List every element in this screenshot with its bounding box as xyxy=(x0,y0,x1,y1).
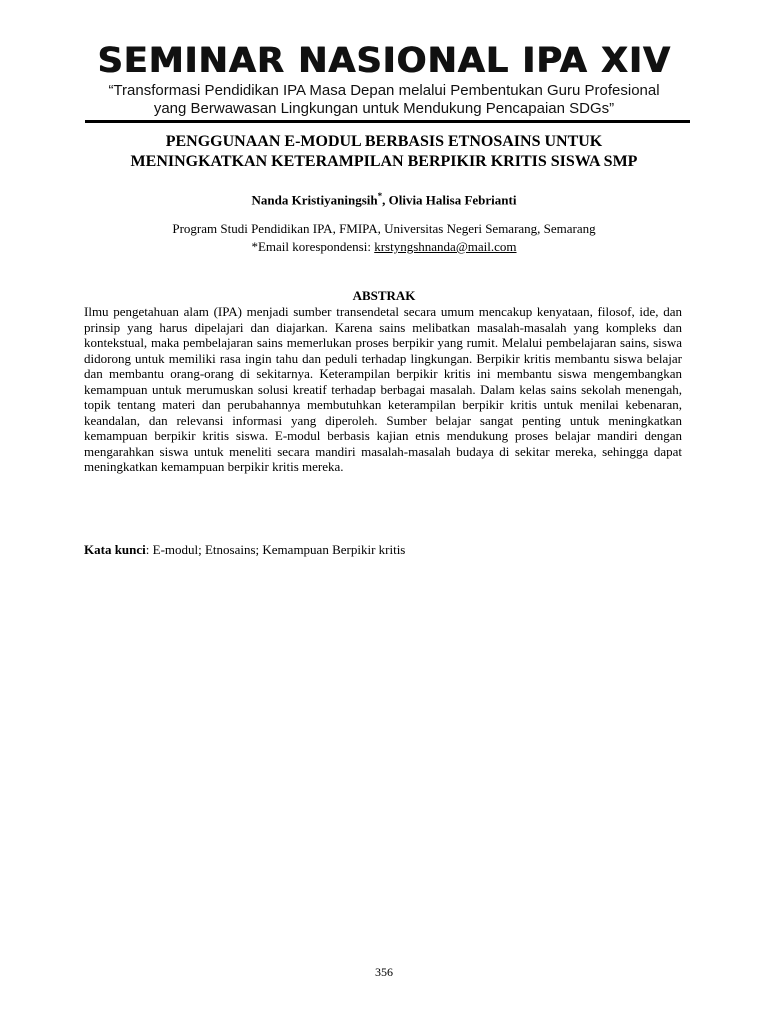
page-number: 356 xyxy=(375,965,393,979)
paper-title-line-2: MENINGKATKAN KETERAMPILAN BERPIKIR KRITIS SISWA SMP xyxy=(130,153,638,170)
author-2: Olivia Halisa Febrianti xyxy=(388,192,517,208)
keywords-text: : E-modul; Etnosains; Kemampuan Berpikir kritis xyxy=(145,542,406,557)
keywords-label: Kata kunci xyxy=(84,542,146,557)
email-label: *Email korespondensi: xyxy=(251,239,375,254)
paper-title xyxy=(60,132,708,172)
seminar-header xyxy=(0,40,768,118)
author-separator: , xyxy=(382,192,389,208)
seminar-theme-line-1: “Transformasi Pendidikan IPA Masa Depan melalui Pembentukan Guru Profesional xyxy=(108,82,660,99)
abstract-body: Ilmu pengetahuan alam (IPA) menjadi sumber transendetal secara umum mencakup kenyataan, filosof, ide, dan prinsip yang harus dipelajari dan diajarkan. Karena sains melibatkan masalah-masalah yang kompleks dan kontekstual, maka pembelajaran sains memerlukan proses berpikir yang rumit. Melalui pembelajaran sains, siswa didorong untuk memiliki rasa ingin tahu dan peduli terhadap lingkungan. Berpikir kritis membantu siswa belajar dan membantu orang-orang di sekitarnya. Keterampilan berpikir kritis ini membantu siswa mengembangkan kemampuan untuk merumuskan solusi kreatif terhadap berbagai masalah. Dalam kelas sains sekolah menengah, topik tentang materi dan perubahannya membutuhkan keterampilan berpikir kritis untuk menilai kebenaran, keandalan, dan relevansi informasi yang diperoleh. Sumber belajar sangat penting untuk meningkatkan kemampuan berpikir kritis siswa. E-modul berbasis kajian etnis mendukung proses belajar mandiri dengan mengarahkan siswa untuk meneliti secara mandiri masalah-masalah budaya di sekitar mereka, sehingga dapat meningkatkan kemampuan berpikir kritis mereka. xyxy=(84,304,682,474)
author-list xyxy=(0,187,768,209)
paper-title-line-1: PENGGUNAAN E-MODUL BERBASIS ETNOSAINS UNTUK xyxy=(165,133,603,150)
correspondence-line xyxy=(0,238,768,256)
affiliation: Program Studi Pendidikan IPA, FMIPA, Universitas Negeri Semarang, Semarang xyxy=(172,221,596,236)
seminar-theme-line-2: yang Berwawasan Lingkungan untuk Mendukung Pencapaian SDGs” xyxy=(153,100,615,117)
seminar-title: SEMINAR NASIONAL IPA XIV xyxy=(97,41,671,81)
header-divider xyxy=(85,120,690,123)
author-1: Nanda Kristiyaningsih xyxy=(251,192,378,208)
email-link[interactable]: krstyngshnanda@mail.com xyxy=(374,239,517,254)
abstract-heading: ABSTRAK xyxy=(352,288,416,303)
keywords xyxy=(84,542,682,558)
affiliation-block xyxy=(0,220,768,256)
corresponding-author-mark: * xyxy=(377,191,383,201)
